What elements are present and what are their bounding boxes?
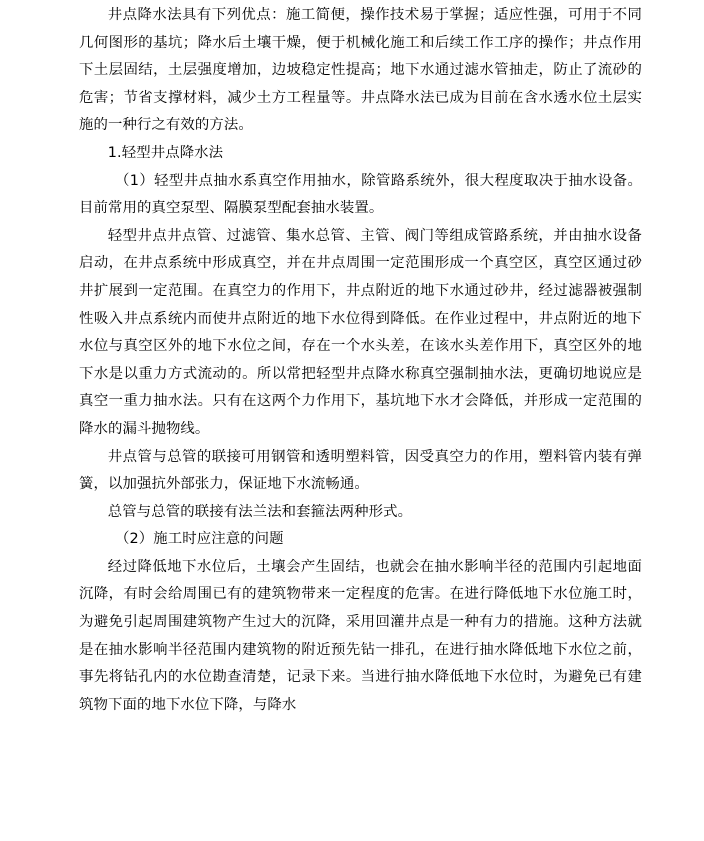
paragraph-item-1: （1）轻型井点抽水系真空作用抽水，除管路系统外，很大程度取决于抽水设备。目前常用的真空泵型、隔膜泵型配套抽水装置。 <box>79 172 642 217</box>
document-body <box>79 2 642 719</box>
paragraph-settlement: 经过降低地下水位后，土壤会产生固结，也就会在抽水影响半径的范围内引起地面沉降，有时会给周围已有的建筑物带来一定程度的危害。在进行降低地下水位施工时，为避免引起周围建筑物产生过大的沉降，采用回灌井点是一种有力的措施。这种方法就是在抽水影响半径范围内建筑物的附近预先钻一排孔，在进行抽水降低地下水位之前，事先将钻孔内的水位勘查清楚，记录下来。当进行抽水降低地下水位时，为避免已有建筑物下面的地下水位下降，与降水 <box>79 558 642 713</box>
section-heading-light-wellpoint: 1.轻型井点降水法 <box>107 144 224 161</box>
paragraph-advantages: 井点降水法具有下列优点：施工简便，操作技术易于掌握；适应性强，可用于不同几何图形的基坑；降水后土壤干燥，便于机械化施工和后续工作工序的操作；井点作用下土层固结，土层强度增加，边坡稳定性提高；地下水通过滤水管抽走，防止了流砂的危害；节省支撑材料，减少土方工程量等。井点降水法已成为目前在含水透水位土层实施的一种行之有效的方法。 <box>79 7 642 134</box>
paragraph-pipe-system: 轻型井点井点管、过滤管、集水总管、主管、阀门等组成管路系统，并由抽水设备启动，在井点系统中形成真空，并在井点周围一定范围形成一个真空区，真空区通过砂井扩展到一定范围。在真空力的作用下，井点附近的地下水通过砂井，经过滤器被强制性吸入井点系统内而使井点附近的地下水位得到降低。在作业过程中，井点附近的地下水位与真空区外的地下水位之间，存在一个水头差，在该水头差作用下，真空区外的地下水是以重力方式流动的。所以常把轻型井点降水称真空强制抽水法，更确切地说应是真空一重力抽水法。只有在这两个力作用下，基坑地下水才会降低，并形成一定范围的降水的漏斗抛物线。 <box>79 227 642 437</box>
paragraph-header-connection: 总管与总管的联接有法兰法和套箍法两种形式。 <box>107 503 413 520</box>
subheading-construction-notes: （2）施工时应注意的问题 <box>115 531 284 548</box>
paragraph-pipe-connection: 井点管与总管的联接可用钢管和透明塑料管，因受真空力的作用，塑料管内装有弹簧，以加强抗外部张力，保证地下水流畅通。 <box>79 448 642 493</box>
